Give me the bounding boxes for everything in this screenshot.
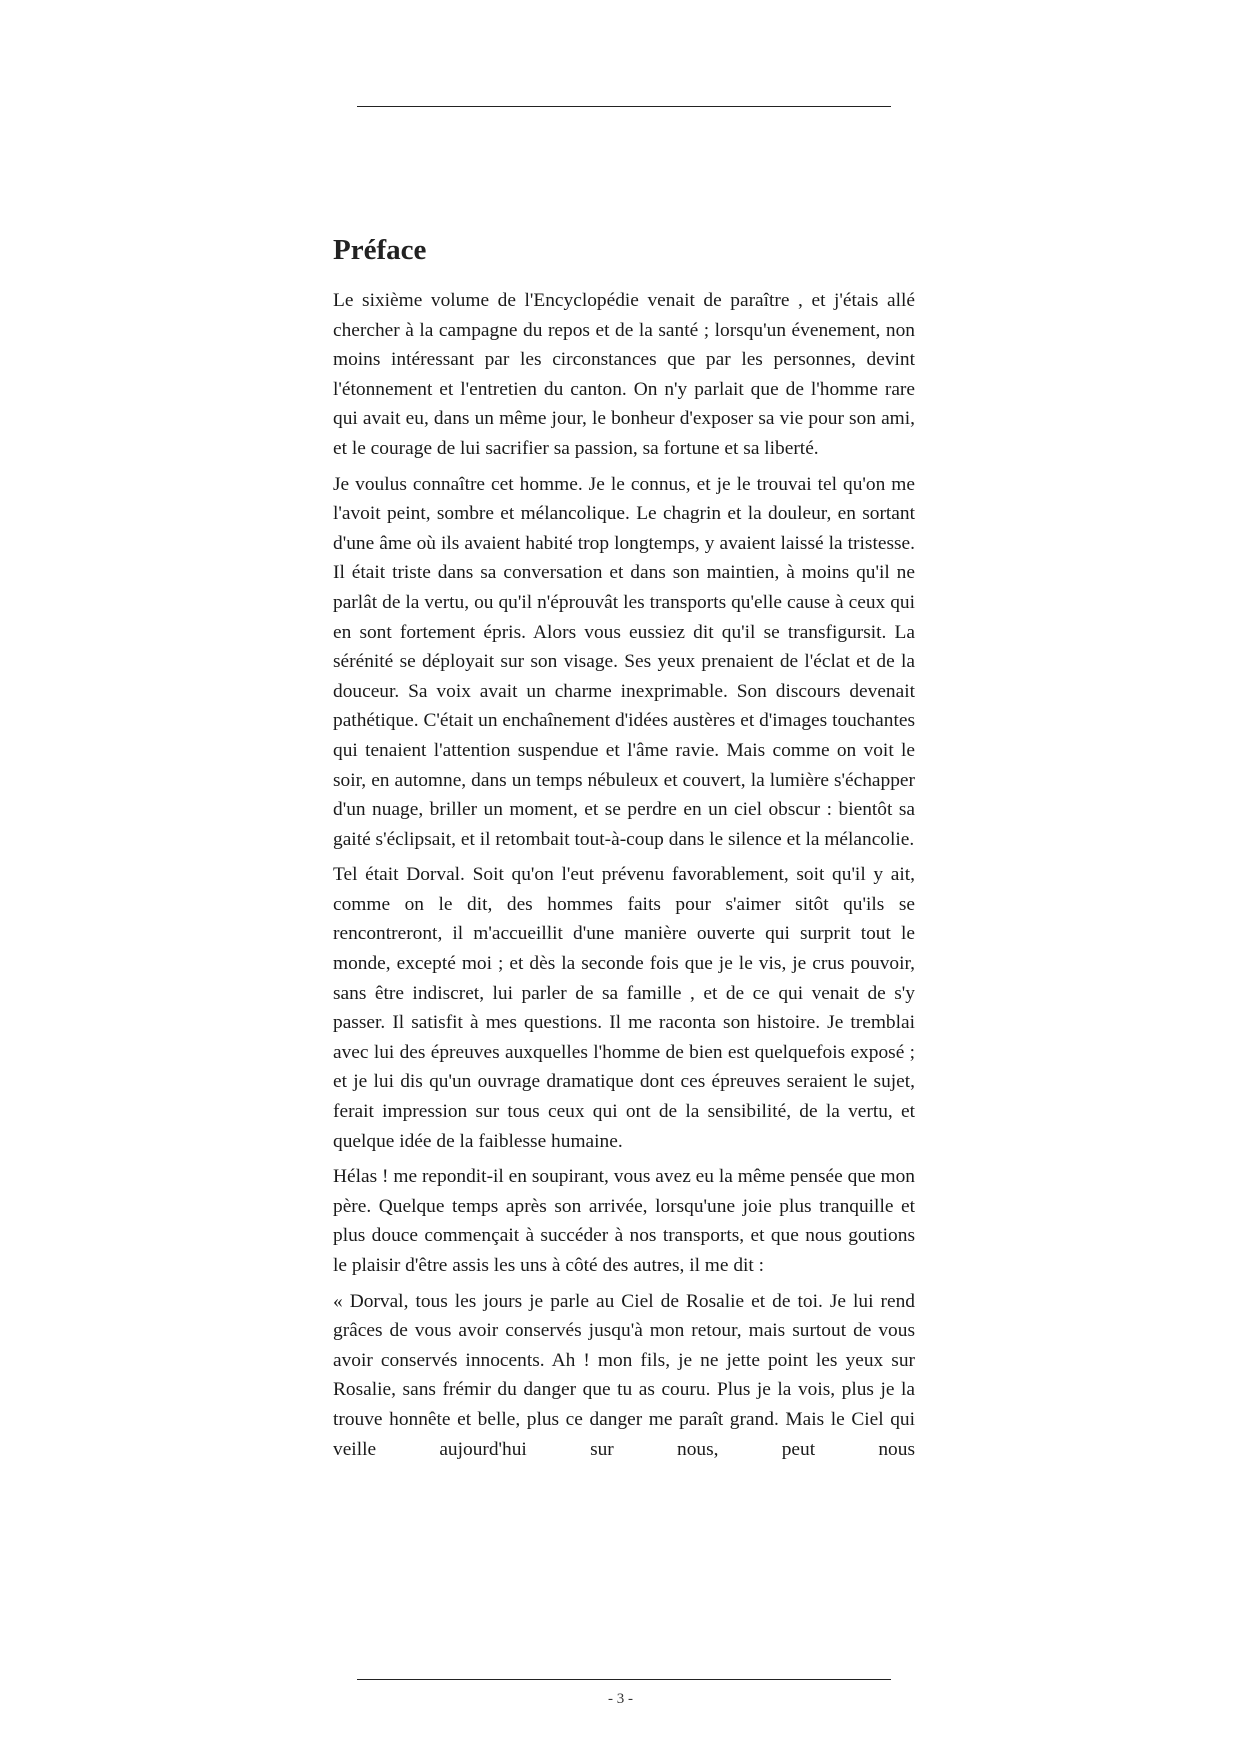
paragraph-5: « Dorval, tous les jours je parle au Ciel de Rosalie et de toi. Je lui rend grâces de vous avoir conservés jusqu'à mon retour, mais surtout de vous avoir conservés innocents. Ah ! mon fils, je ne jette point les yeux sur Rosalie, sans frémir du danger que tu as couru. Plus je la vois, plus je la trouve honnête et belle, plus ce danger me paraît grand. Mais le Ciel qui veille aujourd'hui sur nous, peut nous bbox=[333, 1290, 915, 1460]
paragraph-2: Je voulus connaître cet homme. Je le connus, et je le trouvai tel qu'on me l'avoit peint, sombre et mélancolique. Le chagrin et la douleur, en sortant d'une âme où ils avaient habité trop longtemps, y avaient laissé la tristesse. Il était triste dans sa conversation et dans son maintien, à moins qu'il ne parlât de la vertu, ou qu'il n'éprouvât les transports qu'elle cause à ceux qui en sont fortement épris. Alors vous eussiez dit qu'il se transfigursit. La sérénité se déployait sur son visage. Ses yeux prenaient de l'éclat et de la douceur. Sa voix avait un charme inexprimable. Son discours devenait pathétique. C'était un enchaînement d'idées austères et d'images touchantes qui tenaient l'attention suspendue et l'âme ravie. Mais comme on voit le soir, en automne, dans un temps nébuleux et couvert, la lumière s'échapper d'un nuage, briller un moment, et se perdre en un ciel obscur : bientôt sa gaité s'éclipsait, et il retombait tout-à-coup dans le silence et la mélancolie. bbox=[333, 473, 915, 850]
footer-rule bbox=[357, 1679, 891, 1680]
header-rule bbox=[357, 106, 891, 107]
paragraph-3: Tel était Dorval. Soit qu'on l'eut prévenu favorablement, soit qu'il y ait, comme on le dit, des hommes faits pour s'aimer sitôt qu'ils se rencontreront, il m'accueillit d'une manière ouverte qui surprit tout le monde, excepté moi ; et dès la seconde fois que je le vis, je crus pouvoir, sans être indiscret, lui parler de sa famille , et de ce qui venait de s'y passer. Il satisfit à mes questions. Il me raconta son histoire. Je tremblai avec lui des épreuves auxquelles l'homme de bien est quelquefois exposé ; et je lui dis qu'un ouvrage dramatique dont ces épreuves seraient le sujet, ferait impression sur tous ceux qui ont de la sensibilité, de la vertu, et quelque idée de la faiblesse humaine. bbox=[333, 864, 915, 1152]
paragraph-4: Hélas ! me repondit-il en soupirant, vous avez eu la même pensée que mon père. Quelque temps après son arrivée, lorsqu'une joie plus tranquille et plus douce commençait à succéder à nos transports, et que nous goutions le plaisir d'être assis les uns à côté des autres, il me dit : bbox=[333, 1166, 915, 1276]
page-content bbox=[333, 230, 915, 1470]
preface-heading: Préface bbox=[333, 234, 427, 266]
page-number: - 3 - bbox=[608, 1691, 633, 1707]
paragraph-1: Le sixième volume de l'Encyclopédie venait de paraître , et j'étais allé chercher à la campagne du repos et de la santé ; lorsqu'un évenement, non moins intéressant par les circonstances que par les personnes, devint l'étonnement et l'entretien du canton. On n'y parlait que de l'homme rare qui avait eu, dans un même jour, le bonheur d'exposer sa vie pour son ami, et le courage de lui sacrifier sa passion, sa fortune et sa liberté. bbox=[333, 290, 915, 459]
